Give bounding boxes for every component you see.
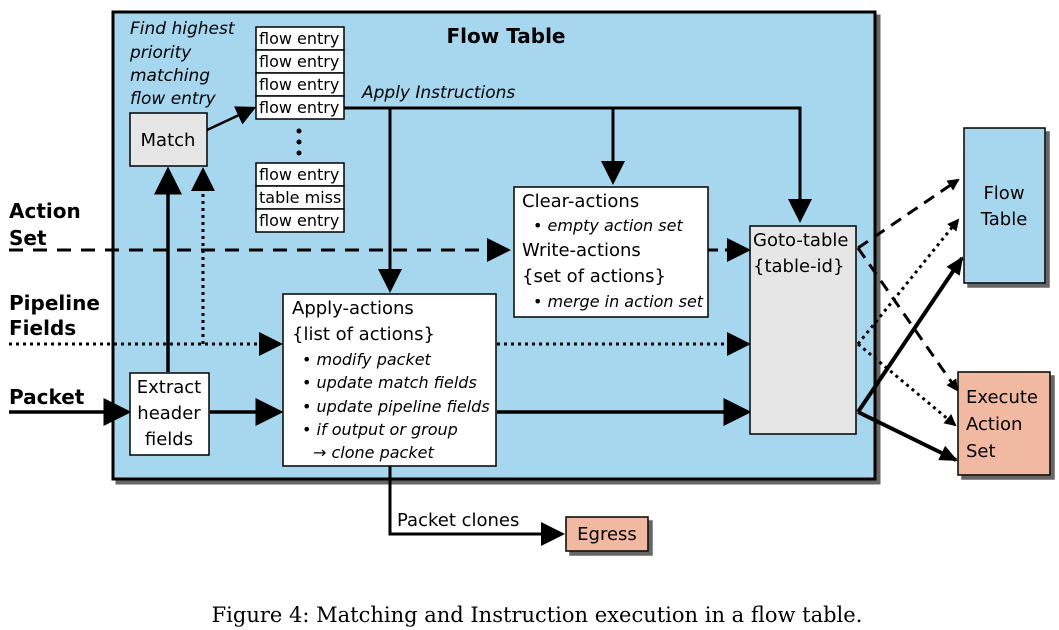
apply-actions-clone: → clone packet: [313, 443, 434, 462]
extract-label: Extract: [136, 377, 202, 398]
match-note-line: priority: [130, 43, 192, 63]
apply-actions-bullet: • update pipeline fields: [302, 397, 490, 416]
flow-table-title: Flow Table: [446, 24, 566, 48]
flow-entry-label: flow entry: [259, 29, 340, 48]
clear-actions-label: Clear-actions: [522, 191, 640, 212]
ellipsis-dot: [297, 151, 302, 156]
write-actions-bullet: • merge in action set: [533, 292, 704, 311]
match-note-line: Find highest: [130, 19, 235, 39]
write-actions-label: Write-actions: [522, 240, 641, 261]
apply-actions-bullet: • if output or group: [302, 420, 458, 439]
match-note-line: matching: [130, 66, 211, 86]
next-flow-table-label: Table: [980, 209, 1028, 230]
flow-entry-label: table miss: [259, 188, 342, 207]
goto-table-label: Goto-table: [753, 230, 849, 251]
pipeline-fields-label: Fields: [9, 316, 77, 340]
apply-actions-title: Apply-actions: [292, 298, 414, 319]
match-label: Match: [140, 130, 196, 151]
next-flow-table-box: [964, 128, 1045, 283]
match-note-line: flow entry: [130, 89, 216, 109]
egress-label: Egress: [577, 524, 637, 545]
extract-label: header: [137, 403, 201, 424]
apply-instructions-label: Apply Instructions: [362, 83, 516, 103]
clear-actions-bullet: • empty action set: [533, 216, 683, 235]
flow-entry-label: flow entry: [259, 165, 340, 184]
flow-entry-label: flow entry: [259, 52, 340, 71]
apply-actions-bullet: • update match fields: [302, 373, 477, 392]
action-set-label: Set: [9, 226, 47, 250]
figure-caption: Figure 4: Matching and Instruction execution in a flow table.: [211, 603, 863, 627]
flow-entry-label: flow entry: [259, 98, 340, 117]
extract-label: fields: [144, 429, 194, 450]
apply-actions-list: {list of actions}: [292, 324, 435, 345]
packet-clones-label: Packet clones: [397, 510, 520, 531]
write-actions-set: {set of actions}: [522, 266, 666, 287]
pipeline-fields-label: Pipeline: [9, 291, 100, 315]
next-flow-table-label: Flow: [983, 183, 1025, 204]
execute-action-set-label: Execute: [966, 387, 1038, 408]
packet-label: Packet: [9, 385, 85, 409]
ellipsis-dot: [297, 140, 302, 145]
ellipsis-dot: [297, 129, 302, 134]
goto-table-id: {table-id}: [753, 256, 845, 277]
flow-entry-label: flow entry: [259, 211, 340, 230]
apply-actions-bullet: • modify packet: [302, 350, 431, 369]
action-set-label: Action: [9, 199, 81, 223]
flow-entry-label: flow entry: [259, 75, 340, 94]
execute-action-set-label: Set: [966, 441, 996, 462]
execute-action-set-label: Action: [966, 414, 1023, 435]
